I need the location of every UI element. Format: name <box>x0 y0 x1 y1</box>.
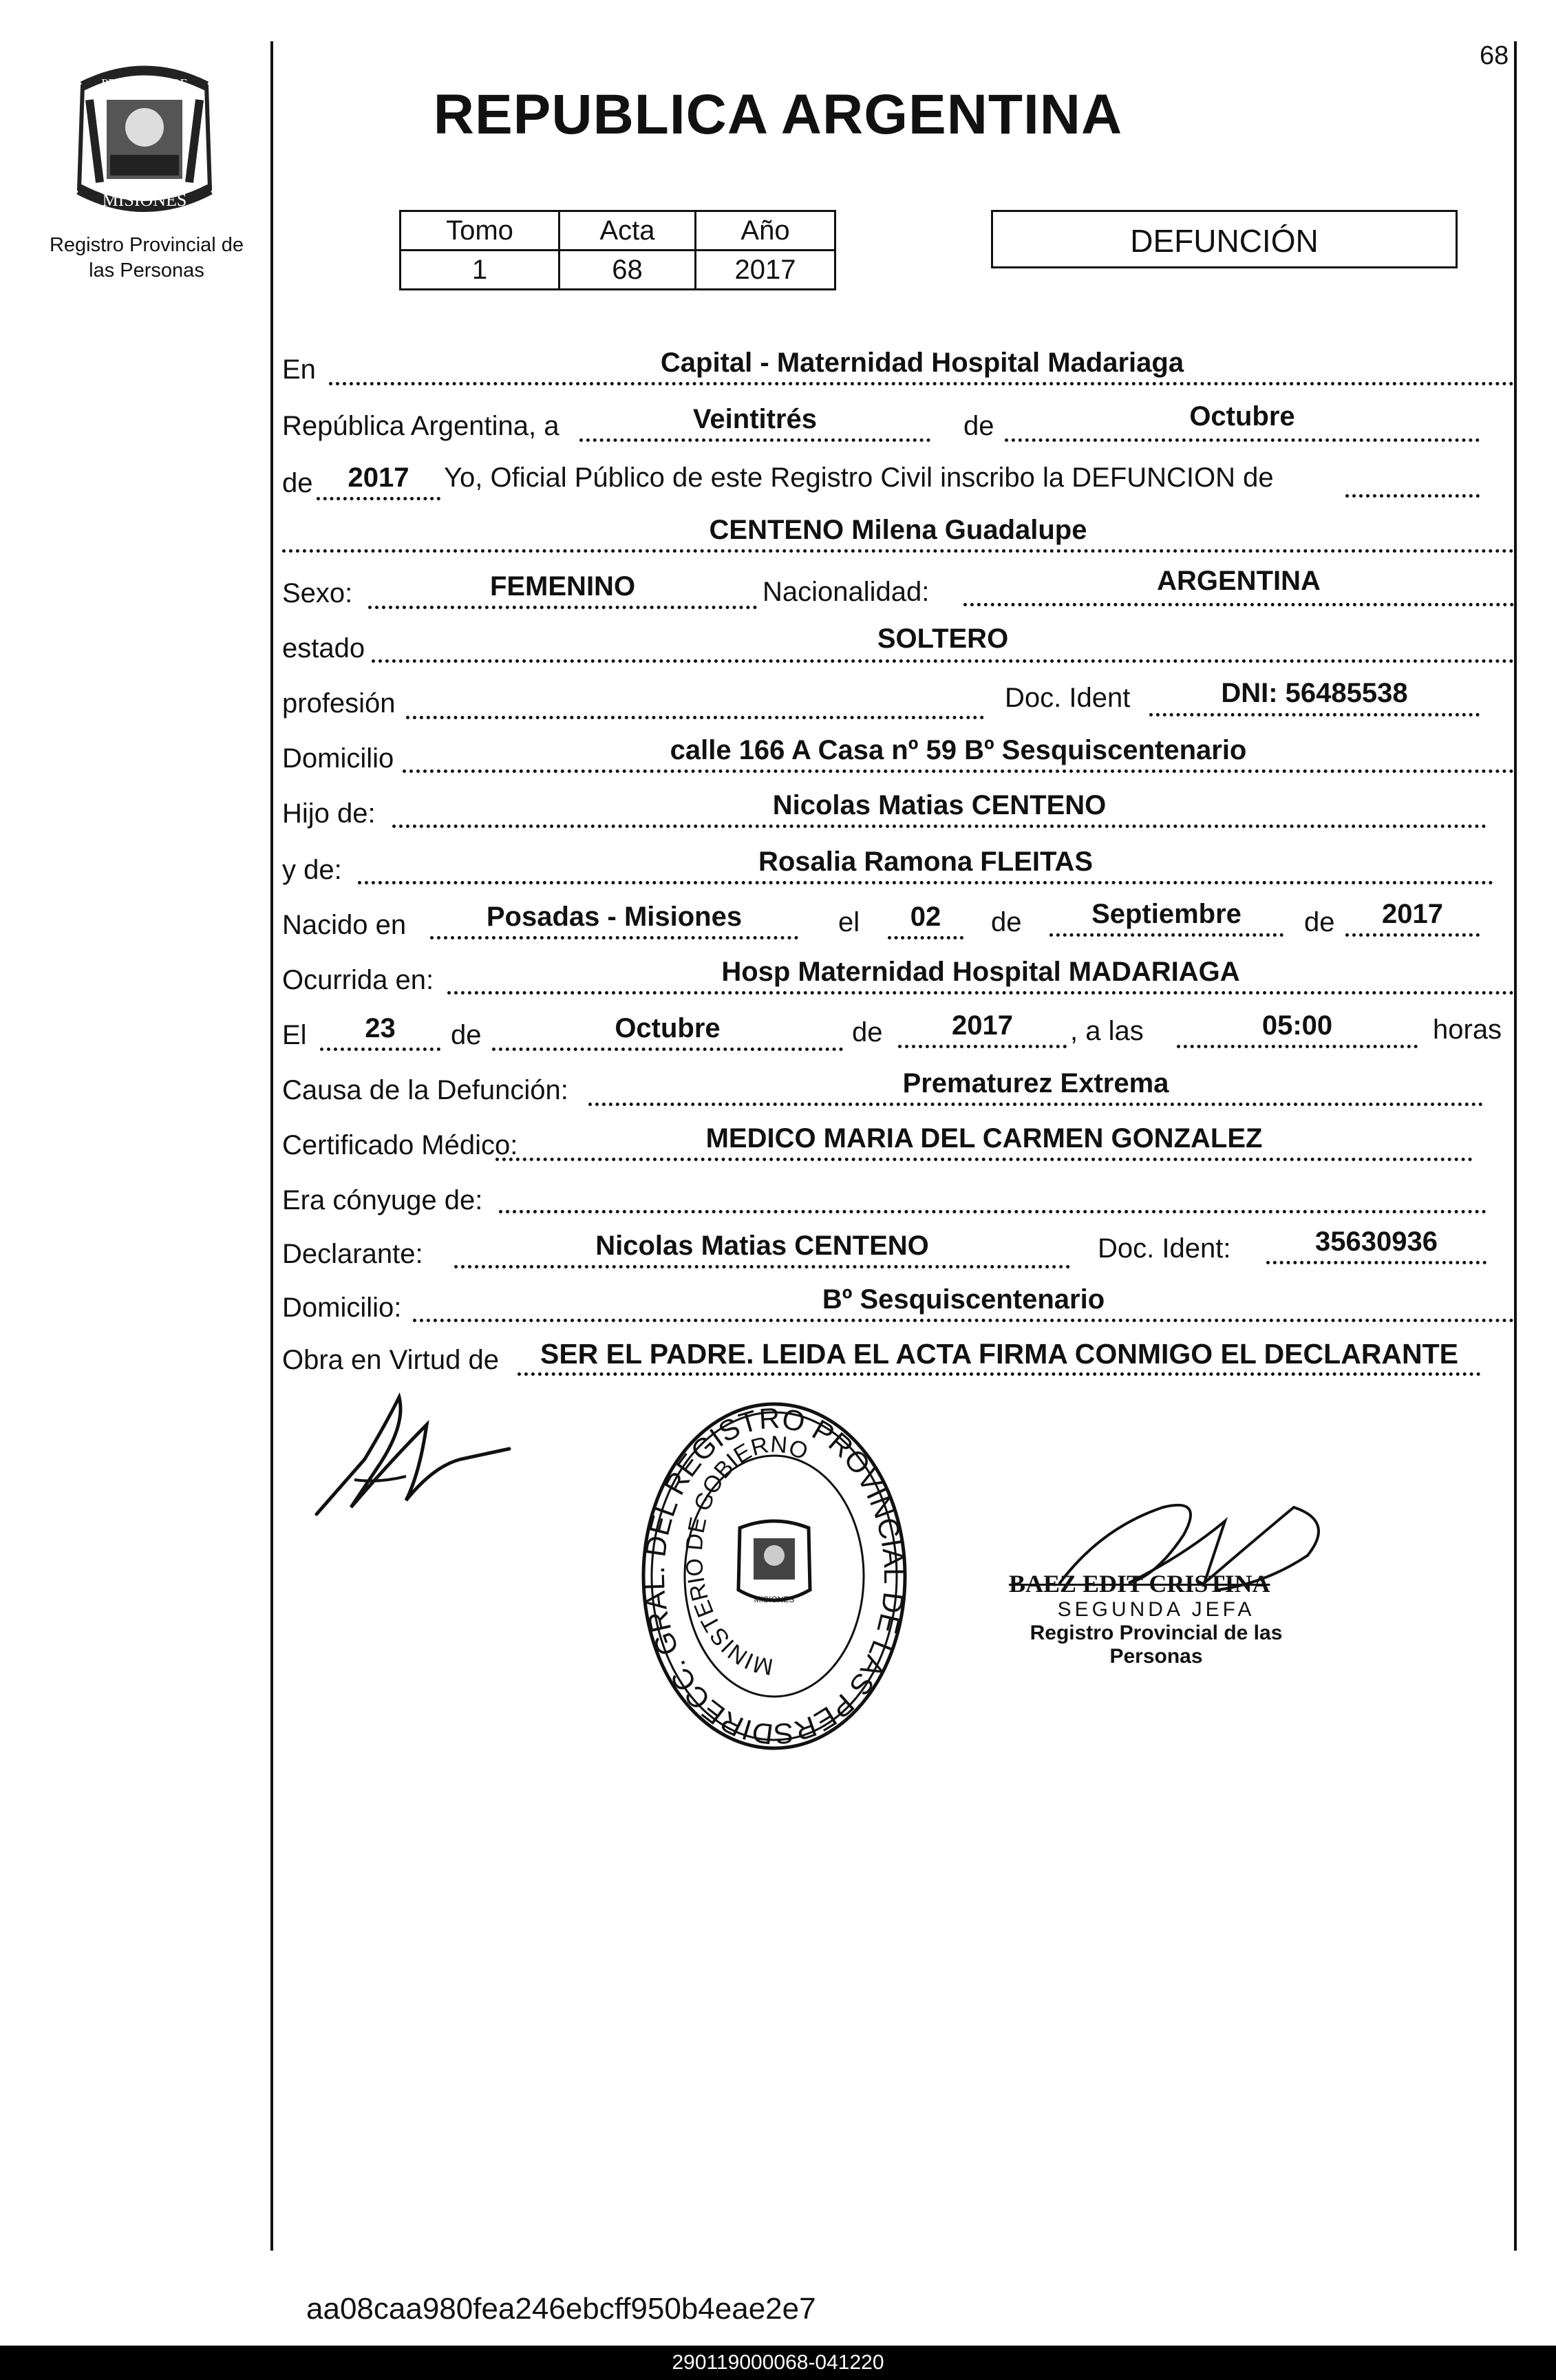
estado-value: SOLTERO <box>877 624 1009 654</box>
official-seal <box>637 1397 912 1772</box>
obra-value: SER EL PADRE. LEIDA EL ACTA FIRMA CONMIGO EL DECLARANTE <box>540 1338 1459 1370</box>
horas-label: horas <box>1433 1014 1502 1045</box>
svg-text:MISIONES: MISIONES <box>754 1595 795 1604</box>
svg-text:DIRECC. GRAL. DEL REGISTRO PRO: DIRECC. GRAL. DEL REGISTRO PROVINCIAL DE LAS PERS <box>637 1401 911 1751</box>
svg-text:MISIONES: MISIONES <box>102 190 187 210</box>
signatory-block <box>984 1569 1328 1668</box>
de2-label: de <box>282 468 313 498</box>
el-de-label: de <box>451 1020 482 1050</box>
acta-header: Acta <box>559 211 696 251</box>
nacido-month: Septiembre <box>1091 899 1241 929</box>
anio-header: Año <box>696 211 835 251</box>
deceased-dots <box>282 549 1514 553</box>
ocurrida-dots <box>447 991 1514 995</box>
causa-label: Causa de la Defunción: <box>282 1075 568 1105</box>
right-margin-line <box>1514 41 1517 2251</box>
el-de2-label: de <box>852 1017 883 1048</box>
republica-label: República Argentina, a <box>282 411 559 441</box>
tomo-value: 1 <box>401 251 559 290</box>
tomo-header: Tomo <box>401 211 559 251</box>
nacido-place-dots <box>430 936 798 939</box>
document-hash: aa08caa980fea246ebcff950b4eae2e7 <box>306 2292 816 2326</box>
nacido-year-dots <box>1345 933 1480 937</box>
doc-ident-dots <box>1149 713 1480 716</box>
month: Octubre <box>1189 401 1295 432</box>
yde-dots <box>358 881 1493 884</box>
doc-ident-value: DNI: 56485538 <box>1221 678 1408 708</box>
causa-value: Prematurez Extrema <box>902 1068 1169 1098</box>
svg-text:MINISTERIO DE GOBIERNO: MINISTERIO DE GOBIERNO <box>681 1431 812 1680</box>
nacido-label: Nacido en <box>282 910 407 940</box>
document-type-box: DEFUNCIÓN <box>991 210 1458 268</box>
nacido-day-dots <box>888 936 963 939</box>
certificado-dots <box>495 1158 1473 1161</box>
conyuge-dots <box>499 1210 1486 1213</box>
page-title: REPUBLICA ARGENTINA <box>433 83 1123 146</box>
day-dots <box>579 438 930 442</box>
profesion-label: profesión <box>282 688 396 719</box>
acta-value: 68 <box>559 251 696 290</box>
certificado-label: Certificado Médico: <box>282 1130 518 1160</box>
anio-value: 2017 <box>696 251 835 290</box>
ocurrida-value: Hosp Maternidad Hospital MADARIAGA <box>721 957 1240 987</box>
day-words: Veintitrés <box>692 404 818 434</box>
el-time-dots <box>1177 1045 1418 1048</box>
estado-label: estado <box>282 633 365 663</box>
yo-dots <box>1345 494 1480 498</box>
profesion-dots <box>406 716 984 719</box>
nacido-year: 2017 <box>1382 899 1443 929</box>
alas-label: , a las <box>1070 1016 1144 1046</box>
year-dots <box>317 497 440 500</box>
hijo-label: Hijo de: <box>282 798 376 829</box>
el-month-dots <box>492 1048 843 1051</box>
signatory-role: SEGUNDA JEFA <box>1057 1598 1255 1621</box>
month-dots <box>1005 438 1480 442</box>
page-number: 68 <box>1480 41 1509 70</box>
signatory-name: BAEZ EDIT CRISTINA <box>1009 1570 1270 1597</box>
yde-label: y de: <box>282 855 342 885</box>
nacido-de2-label: de <box>1304 907 1335 937</box>
el-label: El <box>282 1020 307 1050</box>
domicilio2-value: Bº Sesquiscentenario <box>822 1284 1105 1315</box>
left-margin-line <box>270 41 273 2251</box>
nacido-el-label: el <box>838 907 860 937</box>
reference-table <box>399 210 836 290</box>
de-label: de <box>963 411 994 441</box>
domicilio-value: calle 166 A Casa nº 59 Bº Sesquiscentenario <box>670 735 1247 765</box>
nacido-de-label: de <box>991 907 1022 937</box>
nacido-day: 02 <box>910 902 941 932</box>
hijo-value: Nicolas Matias CENTENO <box>772 790 1107 820</box>
causa-dots <box>588 1103 1483 1106</box>
obra-dots <box>518 1372 1481 1376</box>
ocurrida-label: Ocurrida en: <box>282 965 434 995</box>
domicilio2-dots <box>413 1319 1514 1322</box>
signatory-organization: Registro Provincial de las Personas <box>1030 1622 1283 1668</box>
year: 2017 <box>348 463 409 493</box>
el-year: 2017 <box>952 1010 1013 1041</box>
registry-label: Registro Provincial de las Personas <box>49 234 244 281</box>
domicilio-label: Domicilio <box>282 743 394 774</box>
declarante-dots <box>454 1265 1070 1268</box>
nacido-month-dots <box>1049 933 1283 937</box>
footer-code: 290119000068-041220 <box>0 2346 1556 2380</box>
en-value: Capital - Maternidad Hospital Madariaga <box>660 348 1184 378</box>
declarant-signature <box>303 1383 523 1524</box>
declarante-doc-label: Doc. Ident: <box>1098 1233 1231 1264</box>
doc-ident-label: Doc. Ident <box>1005 683 1131 713</box>
hijo-dots <box>392 825 1486 828</box>
declarante-doc-value: 35630936 <box>1315 1226 1438 1257</box>
yo-text: Yo, Oficial Público de este Registro Civil inscribo la DEFUNCION de <box>444 463 1274 493</box>
domicilio-dots <box>403 769 1514 773</box>
declarante-doc-dots <box>1266 1261 1486 1264</box>
declarante-value: Nicolas Matias CENTENO <box>595 1231 929 1261</box>
el-year-dots <box>898 1045 1067 1048</box>
en-dots <box>329 382 1514 385</box>
obra-label: Obra en Virtud de <box>282 1345 500 1375</box>
certificado-value: MEDICO MARIA DEL CARMEN GONZALEZ <box>705 1123 1263 1154</box>
en-label: En <box>282 354 316 385</box>
yde-value: Rosalia Ramona FLEITAS <box>758 847 1093 877</box>
el-time: 05:00 <box>1261 1010 1333 1041</box>
domicilio2-label: Domicilio: <box>282 1293 402 1323</box>
estado-dots <box>372 659 1514 663</box>
conyuge-label: Era cónyuge de: <box>282 1185 483 1215</box>
el-day: 23 <box>365 1013 396 1043</box>
svg-text:PROVINCIA DE: PROVINCIA DE <box>101 76 188 90</box>
sexo-label: Sexo: <box>282 578 353 608</box>
declarante-label: Declarante: <box>282 1239 423 1269</box>
nacionalidad-value: ARGENTINA <box>1157 566 1321 596</box>
sexo-value: FEMENINO <box>489 571 636 602</box>
sexo-dots <box>368 606 757 609</box>
el-day-dots <box>320 1048 440 1051</box>
nacido-place: Posadas - Misiones <box>486 902 743 932</box>
nacionalidad-dots <box>963 603 1514 606</box>
deceased-name: CENTENO Milena Guadalupe <box>709 515 1087 545</box>
el-month: Octubre <box>615 1013 721 1043</box>
nacionalidad-label: Nacionalidad: <box>763 577 930 607</box>
